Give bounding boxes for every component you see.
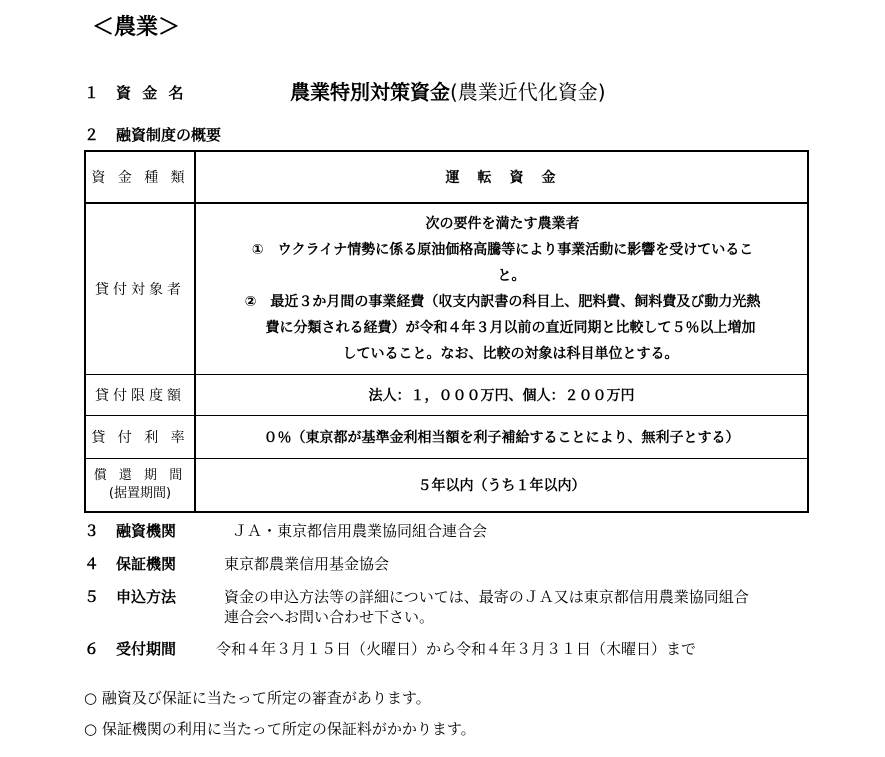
table-row-fund-type — [85, 151, 808, 203]
eligible-line-6: していること。なお、比較の対象は科目単位とする。 — [342, 346, 679, 362]
overview-table — [84, 150, 809, 513]
table-row-limit — [85, 375, 808, 416]
repayment-label-main: 償 還 期 間 — [93, 468, 187, 483]
eligible-line-3: と。 — [497, 268, 526, 284]
section6-label: 受付期間 — [116, 640, 177, 658]
section1-label: 資 金 名 — [116, 84, 187, 102]
section2-number: ２ — [84, 126, 100, 144]
eligible-line-2: ① ウクライナ情勢に係る原油価格高騰等により事業活動に影響を受けているこ — [251, 242, 754, 258]
eligible-line-1: 次の要件を満たす農業者 — [425, 216, 580, 232]
rate-value: ０％（東京都が基準金利相当額を利子補給することにより、無利子とする） — [195, 416, 808, 459]
lending-institution: ＪＡ・東京都信用農業協同組合連合会 — [232, 522, 488, 540]
repayment-label — [85, 459, 195, 513]
table-row-eligible — [85, 203, 808, 375]
guarantee-institution: 東京都農業信用基金協会 — [224, 555, 390, 573]
fund-name — [290, 76, 606, 105]
note-1-bullet: ○ — [84, 689, 98, 707]
fund-type-value: 運 転 資 金 — [195, 151, 808, 203]
repayment-value: ５年以内（うち１年以内） — [195, 459, 808, 513]
limit-label: 貸付限度額 — [85, 375, 195, 416]
section1-number: １ — [84, 84, 100, 102]
section3-label: 融資機関 — [116, 522, 177, 540]
eligible-value — [195, 203, 808, 375]
section4-label: 保証機関 — [116, 555, 177, 573]
page-heading: ＜農業＞ — [92, 15, 181, 40]
section5-number: ５ — [84, 588, 100, 606]
rate-label: 貸 付 利 率 — [85, 416, 195, 459]
eligible-line-5: 費に分類される経費）が令和４年３月以前の直近同期と比較して５％以上増加 — [265, 320, 756, 336]
note-2-bullet: ○ — [84, 720, 98, 738]
fund-type-label: 資 金 種 類 — [85, 151, 195, 203]
note-1-text: 融資及び保証に当たって所定の審査があります。 — [101, 689, 431, 707]
section6-number: ６ — [84, 640, 100, 658]
repayment-label-sub: (据置期間) — [108, 486, 172, 501]
eligible-line-4: ② 最近３か月間の事業経費（収支内訳書の科目上、肥料費、飼料費及び動力光熱 — [244, 294, 761, 310]
application-method-line1: 資金の申込方法等の詳細については、最寄のＪＡ又は東京都信用農業協同組合 — [224, 588, 749, 606]
application-method-line2: 連合会へお問い合わせ下さい。 — [224, 608, 435, 626]
note-2 — [84, 718, 476, 739]
note-1 — [84, 687, 431, 708]
section4-number: ４ — [84, 555, 100, 573]
limit-value: 法人：１，０００万円、個人：２００万円 — [195, 375, 808, 416]
section3-number: ３ — [84, 522, 100, 540]
fund-name-sub: (農業近代化資金) — [450, 80, 606, 104]
fund-name-main: 農業特別対策資金 — [290, 80, 450, 104]
section5-label: 申込方法 — [116, 588, 177, 606]
note-2-text: 保証機関の利用に当たって所定の保証料がかかります。 — [101, 720, 476, 738]
eligible-label: 貸付対象者 — [85, 203, 195, 375]
table-row-repayment — [85, 459, 808, 513]
application-period: 令和４年３月１５日（火曜日）から令和４年３月３１日（木曜日）まで — [216, 640, 697, 658]
table-row-rate — [85, 416, 808, 459]
section2-label: 融資制度の概要 — [116, 126, 222, 144]
